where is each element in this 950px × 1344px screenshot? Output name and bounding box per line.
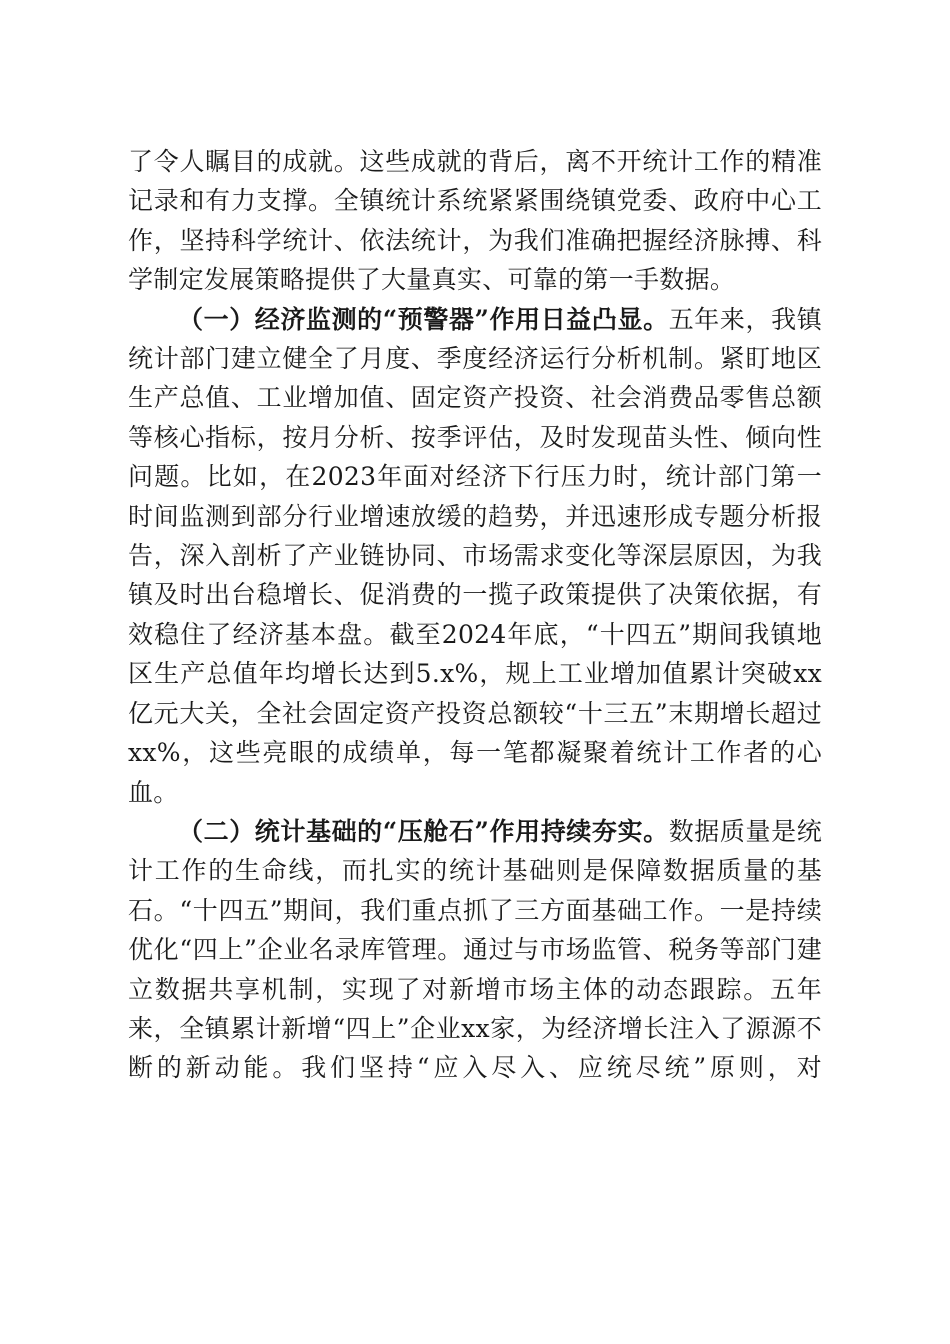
paragraph-economic-monitoring — [128, 300, 822, 812]
paragraph-statistical-foundation — [128, 812, 822, 1088]
section-heading-economic-monitoring: （一）经济监测的“预警器”作用日益凸显。 — [178, 304, 669, 334]
paragraph-body-text: 了令人瞩目的成就。这些成就的背后，离不开统计工作的精准记录和有力支撑。全镇统计系统紧紧围绕镇党委、政府中心工作，坚持科学统计、依法统计，为我们准确把握经济脉搏、科学制定发展策略提供了大量真实、可靠的第一手数据。 — [128, 147, 822, 295]
section-heading-statistical-foundation: （二）统计基础的“压舱石”作用持续夯实。 — [178, 816, 669, 846]
paragraph-body-text: 五年来，我镇统计部门建立健全了月度、季度经济运行分析机制。紧盯地区生产总值、工业增加值、固定资产投资、社会消费品零售总额等核心指标，按月分析、按季评估，及时发现苗头性、倾向性问题。比如，在2023年面对经济下行压力时，统计部门第一时间监测到部分行业增速放缓的趋势，并迅速形成专题分析报告，深入剖析了产业链协同、市场需求变化等深层原因，为我镇及时出台稳增长、促消费的一揽子政策提供了决策依据，有效稳住了经济基本盘。截至2024年底，“十四五”期间我镇地区生产总值年均增长达到5.x%，规上工业增加值累计突破xx亿元大关，全社会固定资产投资总额较“十三五”末期增长超过xx%，这些亮眼的成绩单，每一笔都凝聚着统计工作者的心血。 — [128, 304, 822, 807]
paragraph-intro-continuation — [128, 142, 822, 300]
document-body — [128, 142, 822, 1088]
paragraph-body-text: 数据质量是统计工作的生命线，而扎实的统计基础则是保障数据质量的基石。“十四五”期间，我们重点抓了三方面基础工作。一是持续优化“四上”企业名录库管理。通过与市场监管、税务等部门建立数据共享机制，实现了对新增市场主体的动态跟踪。五年来，全镇累计新增“四上”企业xx家，为经济增长注入了源源不断的新动能。我们坚持“应入尽入、应统尽统”原则，对 — [128, 816, 822, 1083]
